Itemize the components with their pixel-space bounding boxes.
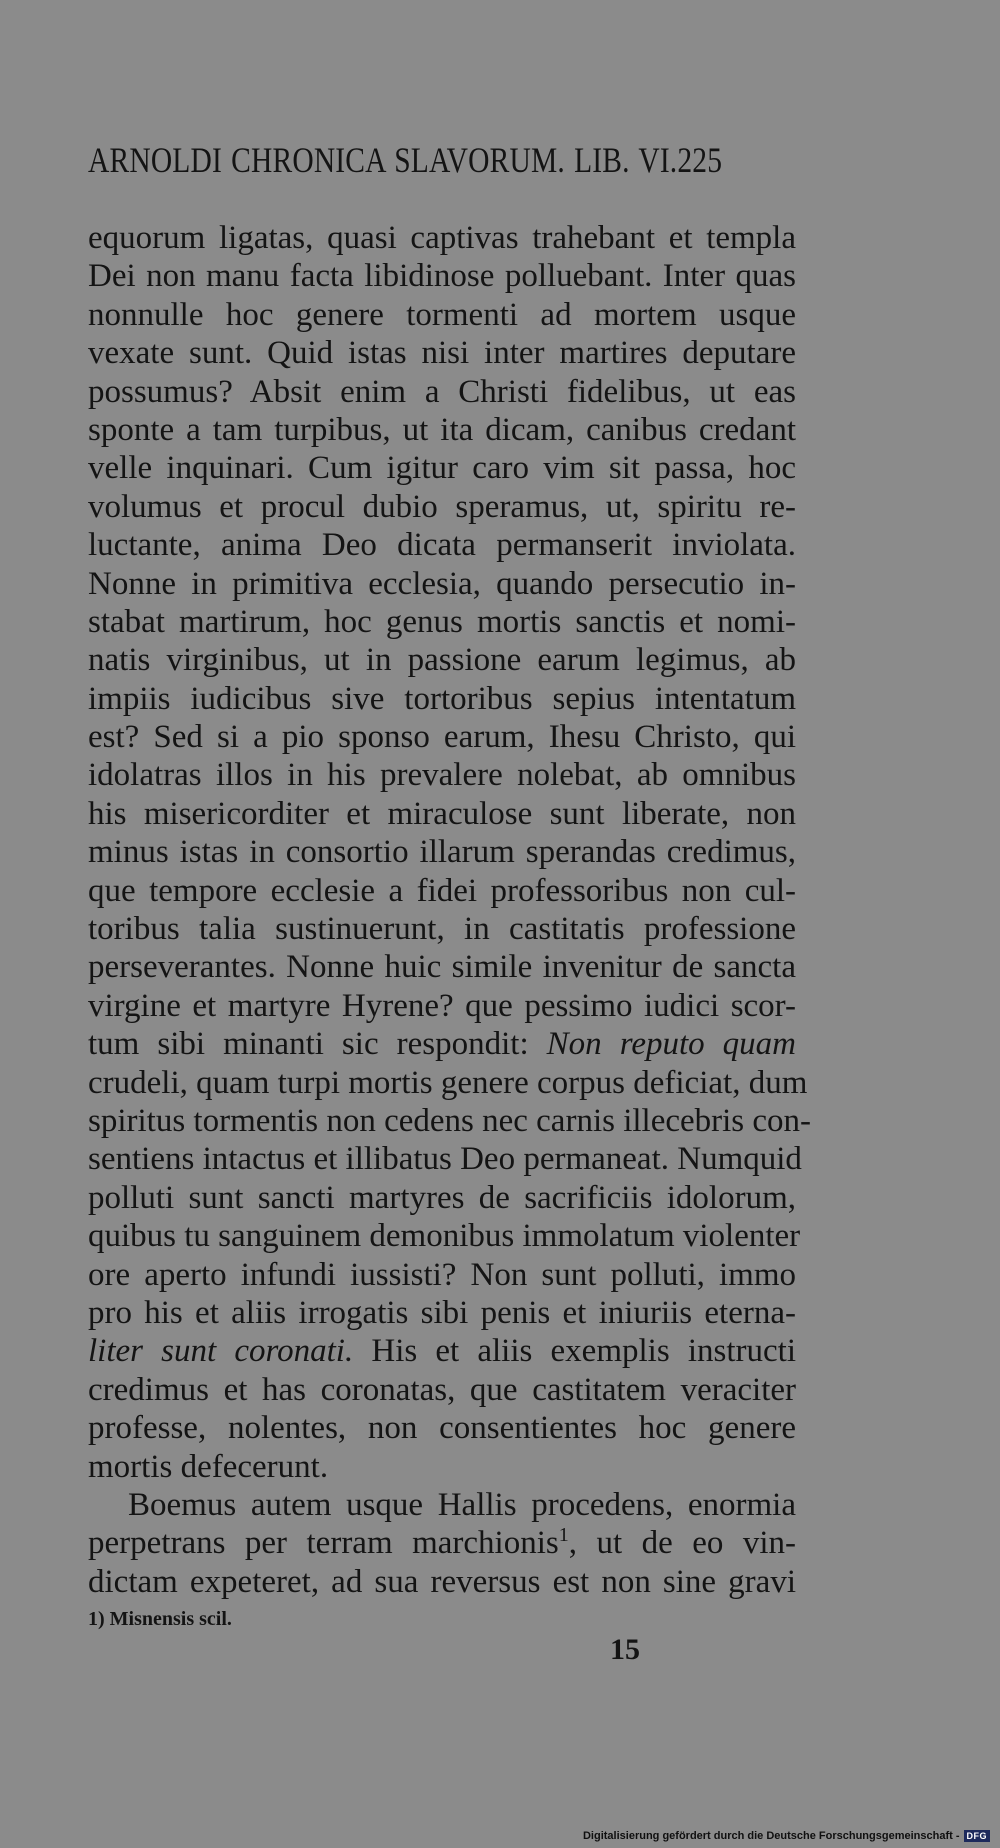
text-line: professe, nolentes, non consentientes hoc genere: [88, 1410, 796, 1447]
text-line: vexate sunt. Quid istas nisi inter martires deputare: [88, 335, 796, 372]
italic-quote-text: Non reputo quam: [546, 1026, 796, 1063]
text-line: nonnulle hoc genere tormenti ad mortem usque: [88, 296, 796, 333]
text-line: Dei non manu facta libidinose polluebant. Inter quas: [88, 258, 796, 295]
text-line-mixed: [88, 1332, 796, 1370]
text-line: sponte a tam turpibus, ut ita dicam, canibus credant: [88, 411, 796, 448]
text-line: luctante, anima Deo dicata permanserit inviolata.: [88, 527, 796, 564]
italic-quote-line: crudeli, quam turpi mortis genere corpus deficiat, dum: [88, 1064, 808, 1101]
text-line: possumus? Absit enim a Christi fidelibus, ut eas: [88, 373, 796, 410]
text-line-mixed: [88, 1025, 796, 1063]
text-line: velle inquinari. Cum igitur caro vim sit passa, hoc: [88, 450, 796, 487]
running-head-title: ARNOLDI CHRONICA SLAVORUM. LIB. VI.: [88, 140, 678, 180]
paragraph-end-line: mortis defecerunt.: [88, 1448, 329, 1485]
text-line: natis virginibus, ut in passione earum legimus, ab: [88, 642, 796, 679]
footnote: 1) Misnensis scil.: [88, 1608, 232, 1630]
footnote-marker: 1: [558, 1524, 569, 1547]
italic-quote-line: polluti sunt sancti martyres de sacrificiis idolorum,: [88, 1179, 796, 1216]
text-line: que tempore ecclesie a fidei professoribus non cul-: [88, 872, 796, 909]
dfg-logo-icon: DFG: [964, 1830, 991, 1842]
text-line: his misericorditer et miraculose sunt liberate, non: [88, 795, 796, 832]
text-line: Nonne in primitiva ecclesia, quando persecutio in-: [88, 565, 796, 602]
italic-quote-line: quibus tu sanguinem demonibus immolatum violenter: [88, 1218, 801, 1255]
roman-text: perpetrans per terram marchionis: [88, 1525, 559, 1562]
italic-quote-line: sentiens intactus et illibatus Deo permaneat. Numquid: [88, 1141, 802, 1178]
text-line: dictam expeteret, ad sua reversus est non sine gravi: [88, 1563, 796, 1600]
text-line: toribus talia sustinuerunt, in castitatis professione: [88, 911, 796, 948]
roman-text: His et aliis exemplis instructi: [353, 1333, 796, 1370]
text-line: perseverantes. Nonne huic simile invenitur de sancta: [88, 949, 796, 986]
text-line: minus istas in consortio illarum sperandas credimus,: [88, 834, 796, 871]
digitization-credit-text: Digitalisierung gefördert durch die Deutsche Forschungsgemeinschaft -: [582, 1830, 960, 1842]
text-line-footnote-ref: [88, 1524, 796, 1562]
italic-quote-line: pro his et aliis irrogatis sibi penis et iniuriis eterna-: [88, 1294, 796, 1331]
roman-text: tum sibi minanti sic respondit:: [88, 1026, 547, 1063]
italic-quote-text: liter sunt coronati.: [88, 1333, 354, 1370]
body-text: [88, 219, 812, 1601]
digitization-credit: [583, 1830, 990, 1842]
signature-mark: 15: [610, 1633, 640, 1666]
text-line: virgine et martyre Hyrene? que pessimo iudici scor-: [88, 987, 796, 1024]
running-head: [88, 138, 723, 182]
text-line: impiis iudicibus sive tortoribus sepius intentatum: [88, 680, 796, 717]
text-line: equorum ligatas, quasi captivas trahebant et templa: [88, 220, 796, 256]
page-number: 225: [677, 140, 723, 180]
text-line: volumus et procul dubio speramus, ut, spiritu re-: [88, 488, 796, 525]
text-line: stabat martirum, hoc genus mortis sanctis et nomi-: [88, 603, 796, 640]
text-line: idolatras illos in his prevalere nolebat, ab omnibus: [88, 757, 796, 794]
italic-quote-line: ore aperto infundi iussisti? Non sunt polluti, immo: [88, 1256, 796, 1293]
italic-quote-line: spiritus tormentis non cedens nec carnis illecebris con-: [88, 1102, 812, 1139]
paragraph-start-line: Boemus autem usque Hallis procedens, enormia: [128, 1486, 796, 1523]
text-line: credimus et has coronatas, que castitatem veraciter: [88, 1371, 796, 1408]
roman-text: , ut de eo vin-: [568, 1525, 796, 1562]
text-line: est? Sed si a pio sponso earum, Ihesu Christo, qui: [88, 719, 796, 756]
